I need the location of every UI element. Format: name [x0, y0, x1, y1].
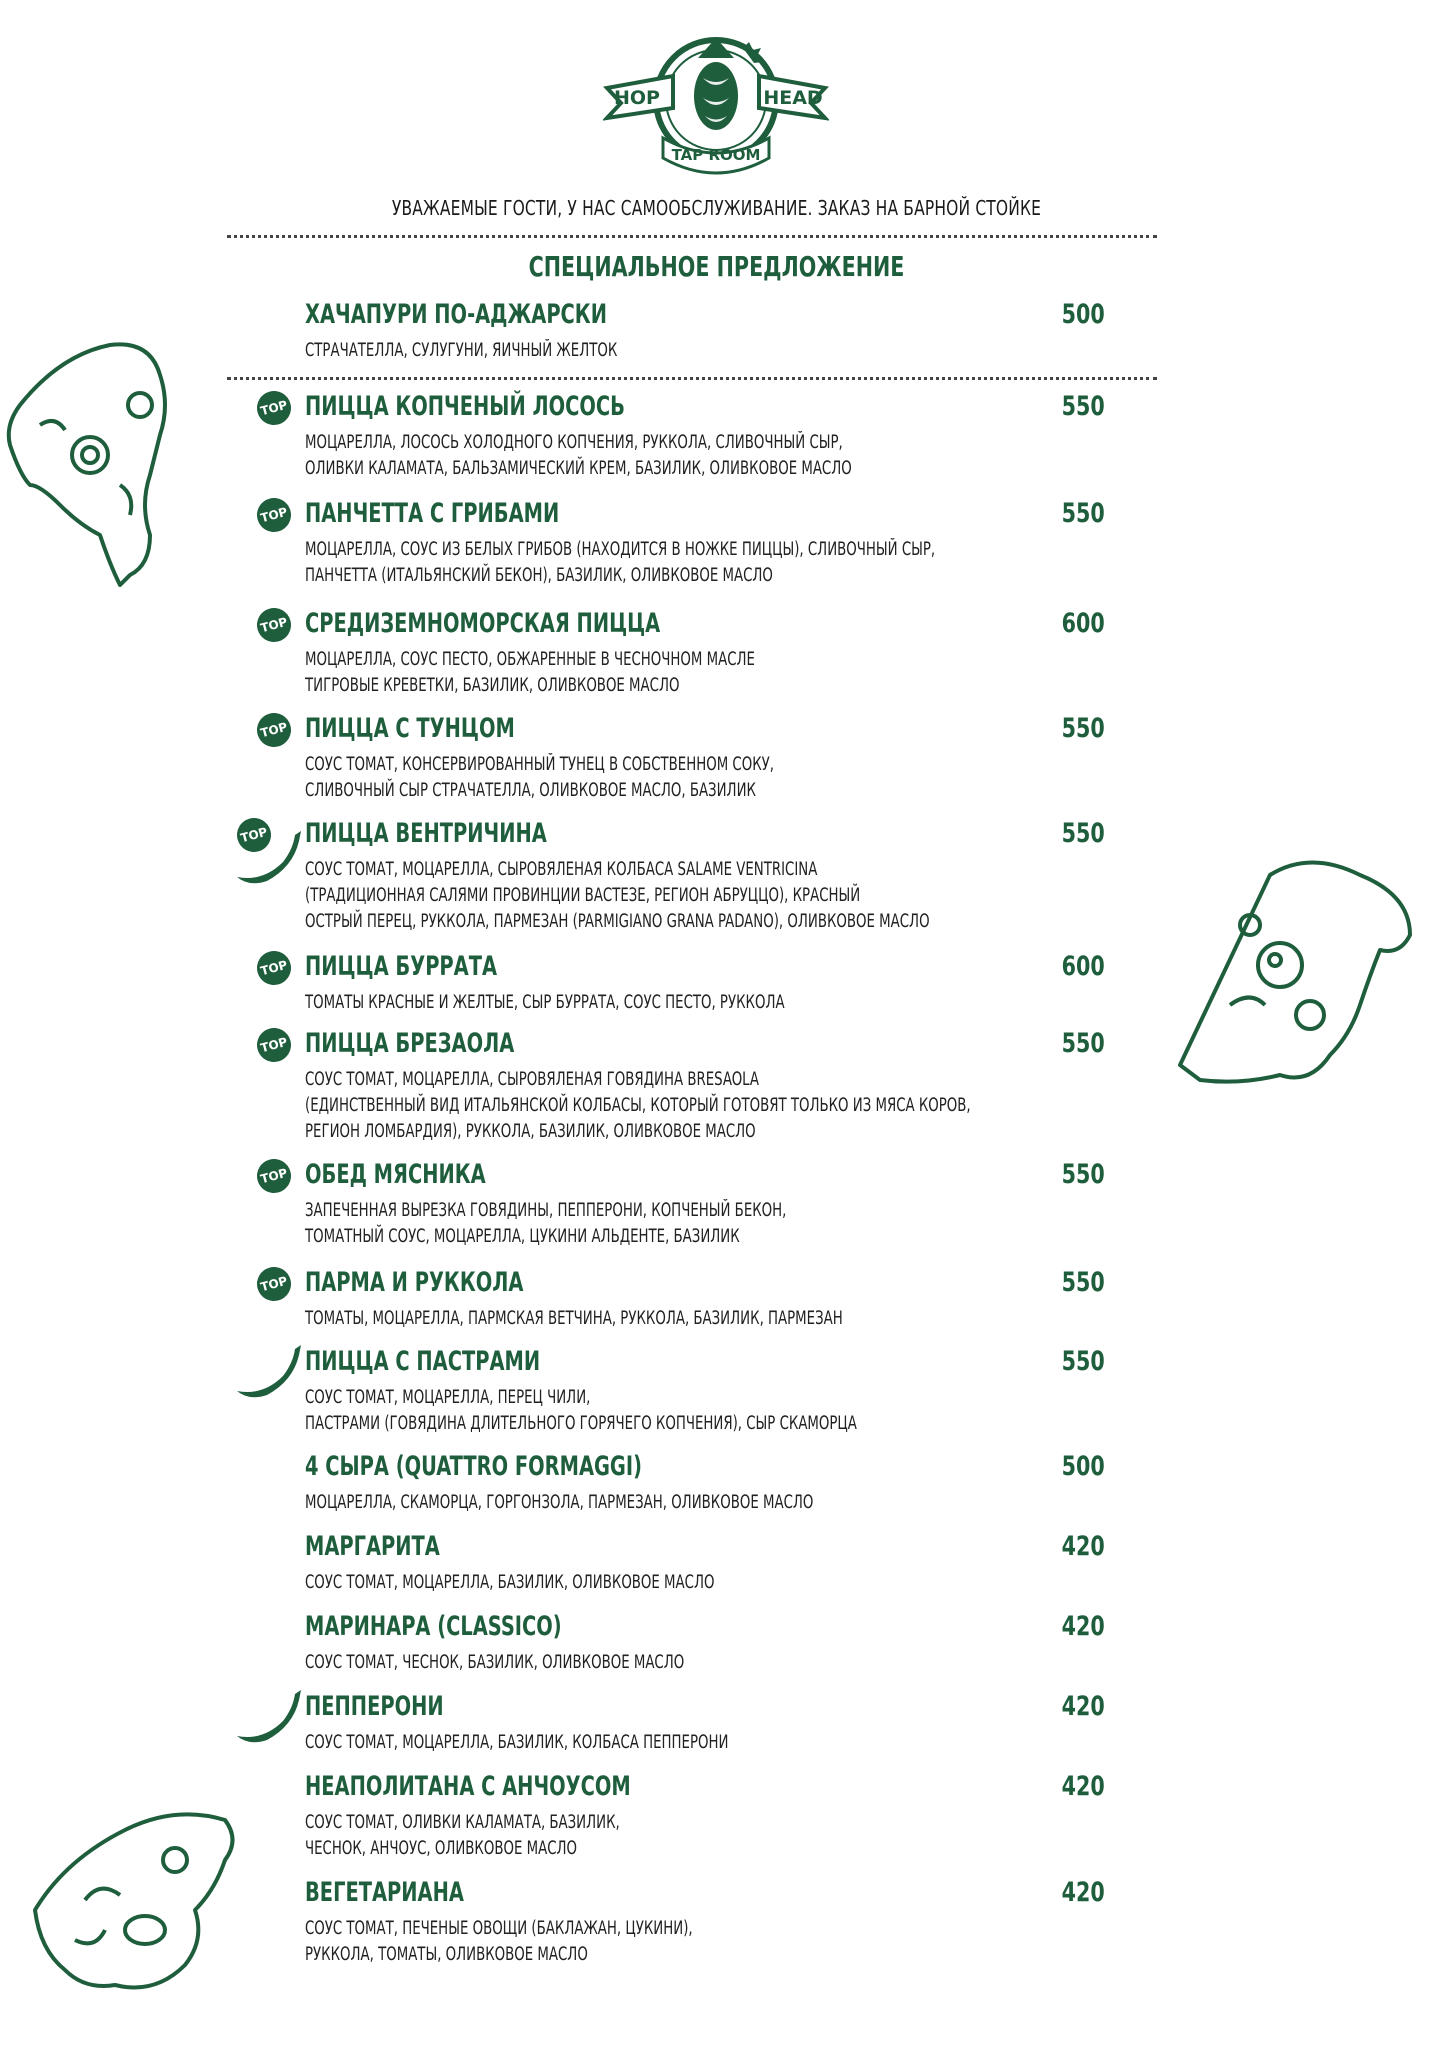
item-price: 500: [1061, 299, 1105, 330]
menu-item: [305, 1876, 1105, 1968]
item-description: СОУС ТОМАТ, ПЕЧЕНЫЕ ОВОЩИ (БАКЛАЖАН, ЦУКИНИ), РУККОЛА, ТОМАТЫ, ОЛИВКОВОЕ МАСЛО: [305, 1918, 693, 1965]
divider: [227, 235, 1157, 238]
top-badge: TOP: [253, 604, 295, 646]
item-name: ОБЕД МЯСНИКА: [305, 1159, 486, 1190]
item-price: 420: [1061, 1691, 1105, 1722]
item-name: ПИЦЦА ВЕНТРИЧИНА: [305, 818, 547, 849]
item-description: ТОМАТЫ, МОЦАРЕЛЛА, ПАРМСКАЯ ВЕТЧИНА, РУККОЛА, БАЗИЛИК, ПАРМЕЗАН: [305, 1308, 843, 1329]
menu-item: [259, 607, 1105, 699]
item-price: 420: [1061, 1531, 1105, 1562]
item-price: 550: [1061, 498, 1105, 529]
item-price: 550: [1061, 1346, 1105, 1377]
item-description: МОЦАРЕЛЛА, СОУС ИЗ БЕЛЫХ ГРИБОВ (НАХОДИТСЯ В НОЖКЕ ПИЦЦЫ), СЛИВОЧНЫЙ СЫР, ПАНЧЕТТА (ИТАЛЬЯНСКИЙ БЕКОН), БАЗИЛИК, ОЛИВКОВОЕ МАСЛО: [305, 539, 936, 586]
menu-item: [259, 950, 1105, 1016]
item-description: СОУС ТОМАТ, МОЦАРЕЛЛА, БАЗИЛИК, КОЛБАСА ПЕППЕРОНИ: [305, 1732, 729, 1753]
top-badge: TOP: [253, 494, 295, 536]
menu-item: [259, 390, 1105, 482]
top-badge: TOP: [253, 1155, 295, 1197]
menu-item: [259, 1266, 1105, 1332]
item-price: 600: [1061, 951, 1105, 982]
chili-pepper-icon: [233, 827, 303, 887]
special-item: [305, 298, 1105, 364]
divider: [227, 377, 1157, 380]
item-name: ВЕГЕТАРИАНА: [305, 1877, 464, 1908]
menu-item: [259, 497, 1105, 589]
item-description: СОУС ТОМАТ, ОЛИВКИ КАЛАМАТА, БАЗИЛИК, ЧЕСНОК, АНЧОУС, ОЛИВКОВОЕ МАСЛО: [305, 1812, 620, 1859]
item-description: СТРАЧАТЕЛЛА, СУЛУГУНИ, ЯИЧНЫЙ ЖЕЛТОК: [305, 340, 618, 361]
item-name: ПИЦЦА КОПЧЕНЫЙ ЛОСОСЬ: [305, 391, 625, 422]
menu-item: [305, 1610, 1105, 1676]
item-description: ТОМАТЫ КРАСНЫЕ И ЖЕЛТЫЕ, СЫР БУРРАТА, СОУС ПЕСТО, РУККОЛА: [305, 992, 785, 1013]
hop-head-logo: [603, 18, 829, 178]
menu-item: [305, 1690, 1105, 1756]
item-price: 550: [1061, 818, 1105, 849]
chili-pepper-icon: [233, 1341, 303, 1401]
menu-item: [305, 1345, 1105, 1437]
menu-item: [305, 1530, 1105, 1596]
item-name: ПИЦЦА БРЕЗАОЛА: [305, 1028, 515, 1059]
item-price: 550: [1061, 391, 1105, 422]
item-price: 550: [1061, 1028, 1105, 1059]
item-name: ПИЦЦА С ПАСТРАМИ: [305, 1346, 541, 1377]
top-badge: TOP: [253, 1024, 295, 1066]
item-name: ПИЦЦА С ТУНЦОМ: [305, 713, 515, 744]
pizza-slice-illustration: [25, 1800, 245, 2000]
item-description: СОУС ТОМАТ, ЧЕСНОК, БАЗИЛИК, ОЛИВКОВОЕ МАСЛО: [305, 1652, 685, 1673]
item-name: ПЕППЕРОНИ: [305, 1691, 444, 1722]
item-description: СОУС ТОМАТ, МОЦАРЕЛЛА, СЫРОВЯЛЕНАЯ КОЛБАСА SALAME VENTRICINA (ТРАДИЦИОННАЯ САЛЯМИ ПРОВИНЦИИ ВАСТЕЗЕ, РЕГИОН АБРУЦЦО), КРАСНЫЙ ОСТРЫЙ ПЕРЕЦ, РУККОЛА, ПАРМЕЗАН (PARMIGIANO GRANA PADANO), ОЛИВКОВОЕ МАСЛО: [305, 859, 930, 932]
top-badge: TOP: [253, 1263, 295, 1305]
item-name: СРЕДИЗЕМНОМОРСКАЯ ПИЦЦА: [305, 608, 661, 639]
item-name: ПАРМА И РУККОЛА: [305, 1267, 524, 1298]
item-name: ХАЧАПУРИ ПО-АДЖАРСКИ: [305, 299, 607, 330]
menu-item: [305, 1450, 1105, 1516]
top-badge: TOP: [253, 947, 295, 989]
item-description: СОУС ТОМАТ, КОНСЕРВИРОВАННЫЙ ТУНЕЦ В СОБСТВЕННОМ СОКУ, СЛИВОЧНЫЙ СЫР СТРАЧАТЕЛЛА, ОЛИВКОВОЕ МАСЛО, БАЗИЛИК: [305, 754, 775, 801]
logo-word-taproom: TAP ROOM: [671, 146, 761, 164]
menu-item: [259, 1027, 1105, 1145]
item-name: ПАНЧЕТТА С ГРИБАМИ: [305, 498, 560, 529]
item-description: МОЦАРЕЛЛА, СКАМОРЦА, ГОРГОНЗОЛА, ПАРМЕЗАН, ОЛИВКОВОЕ МАСЛО: [305, 1492, 814, 1513]
pizza-slice-illustration: [0, 335, 200, 595]
top-badge: TOP: [253, 709, 295, 751]
item-description: МОЦАРЕЛЛА, ЛОСОСЬ ХОЛОДНОГО КОПЧЕНИЯ, РУККОЛА, СЛИВОЧНЫЙ СЫР, ОЛИВКИ КАЛАМАТА, БАЛЬЗАМИЧЕСКИЙ КРЕМ, БАЗИЛИК, ОЛИВКОВОЕ МАСЛО: [305, 432, 852, 479]
item-description: ЗАПЕЧЕННАЯ ВЫРЕЗКА ГОВЯДИНЫ, ПЕППЕРОНИ, КОПЧЕНЫЙ БЕКОН, ТОМАТНЫЙ СОУС, МОЦАРЕЛЛА, ЦУКИНИ АЛЬДЕНТЕ, БАЗИЛИК: [305, 1200, 787, 1247]
section-title: СПЕЦИАЛЬНОЕ ПРЕДЛОЖЕНИЕ: [528, 250, 905, 283]
top-badge: TOP: [253, 387, 295, 429]
item-name: МАРИНАРА (CLASSICO): [305, 1611, 562, 1642]
top-badge: TOP: [233, 814, 275, 856]
menu-item: [305, 1770, 1105, 1862]
item-price: 500: [1061, 1451, 1105, 1482]
logo-word-hop: HOP: [614, 87, 660, 109]
pizza-slice-illustration: [1160, 855, 1420, 1115]
item-price: 420: [1061, 1771, 1105, 1802]
self-service-notice: УВАЖАЕМЫЕ ГОСТИ, У НАС САМООБСЛУЖИВАНИЕ. ЗАКАЗ НА БАРНОЙ СТОЙКЕ: [391, 196, 1042, 220]
menu-item: [259, 1158, 1105, 1250]
item-description: СОУС ТОМАТ, МОЦАРЕЛЛА, БАЗИЛИК, ОЛИВКОВОЕ МАСЛО: [305, 1572, 715, 1593]
item-name: МАРГАРИТА: [305, 1531, 440, 1562]
logo-word-head: HEAD: [763, 87, 823, 109]
chili-pepper-icon: [233, 1686, 303, 1746]
menu-item: [239, 817, 1105, 935]
item-price: 550: [1061, 1159, 1105, 1190]
menu-item: [259, 712, 1105, 804]
item-price: 420: [1061, 1611, 1105, 1642]
item-description: СОУС ТОМАТ, МОЦАРЕЛЛА, СЫРОВЯЛЕНАЯ ГОВЯДИНА BRESAOLA (ЕДИНСТВЕННЫЙ ВИД ИТАЛЬЯНСКОЙ КОЛБАСЫ, КОТОРЫЙ ГОТОВЯТ ТОЛЬКО ИЗ МЯСА КОРОВ, РЕГИОН ЛОМБАРДИЯ), РУККОЛА, БАЗИЛИК, ОЛИВКОВОЕ МАСЛО: [305, 1069, 971, 1142]
item-price: 550: [1061, 713, 1105, 744]
item-name: 4 СЫРА (QUATTRO FORMAGGI): [305, 1451, 642, 1482]
item-description: МОЦАРЕЛЛА, СОУС ПЕСТО, ОБЖАРЕННЫЕ В ЧЕСНОЧНОМ МАСЛЕ ТИГРОВЫЕ КРЕВЕТКИ, БАЗИЛИК, ОЛИВКОВОЕ МАСЛО: [305, 649, 755, 696]
item-name: НЕАПОЛИТАНА С АНЧОУСОМ: [305, 1771, 631, 1802]
item-price: 420: [1061, 1877, 1105, 1908]
item-description: СОУС ТОМАТ, МОЦАРЕЛЛА, ПЕРЕЦ ЧИЛИ, ПАСТРАМИ (ГОВЯДИНА ДЛИТЕЛЬНОГО ГОРЯЧЕГО КОПЧЕНИЯ), СЫР СКАМОРЦА: [305, 1387, 857, 1434]
item-price: 600: [1061, 608, 1105, 639]
item-price: 550: [1061, 1267, 1105, 1298]
item-name: ПИЦЦА БУРРАТА: [305, 951, 498, 982]
